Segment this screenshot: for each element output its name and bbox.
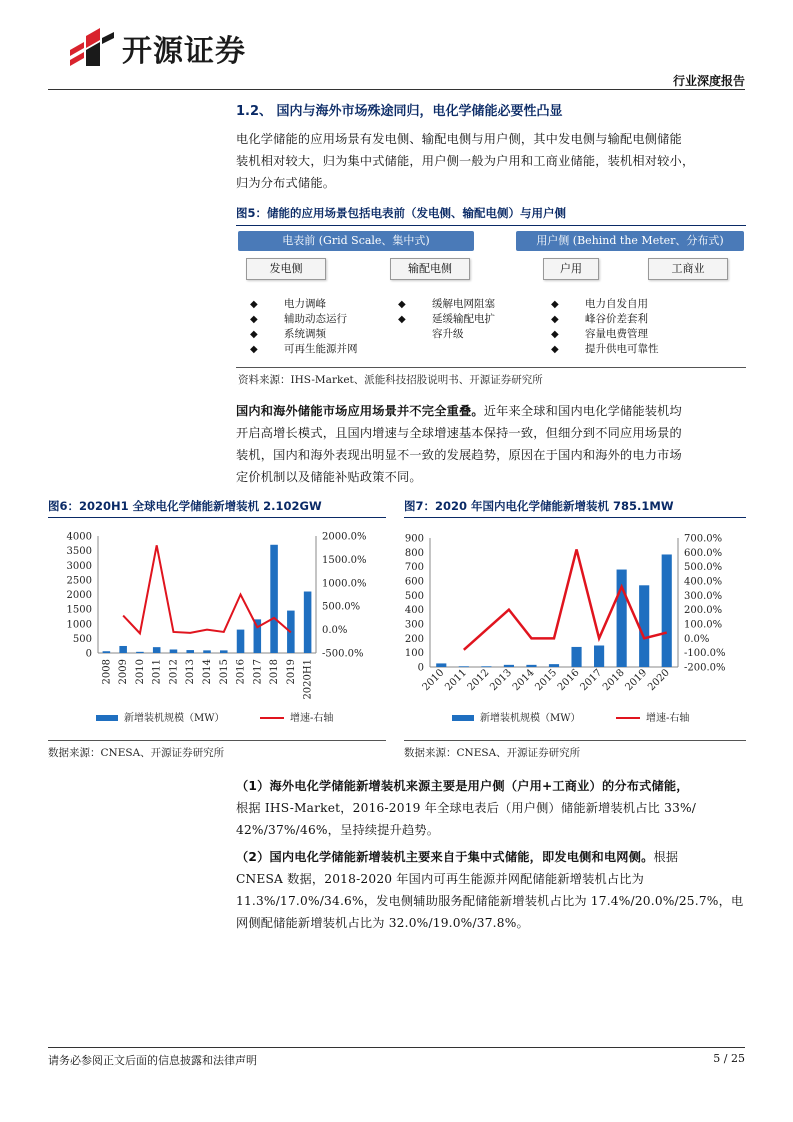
y-right-tick-label: 0.0%	[684, 633, 710, 645]
bar	[119, 646, 127, 653]
x-tick-label: 2012	[168, 659, 180, 685]
x-tick-label: 2018	[269, 659, 281, 685]
y-right-tick-label: 500.0%	[322, 601, 361, 613]
bar	[203, 650, 211, 653]
fig5-rule	[236, 225, 746, 226]
bullet-icon: ◆	[250, 329, 258, 340]
x-tick-label: 2016	[235, 659, 247, 685]
bullet-icon: ◆	[250, 299, 258, 310]
y-left-tick-label: 2500	[66, 575, 92, 587]
y-left-tick-label: 2000	[66, 590, 92, 601]
x-tick-label: 2015	[533, 667, 560, 694]
x-tick-label: 2020	[646, 667, 672, 694]
bar	[270, 545, 278, 653]
y-right-tick-label: 200.0%	[684, 605, 723, 617]
legend-line-label: 增速-右轴	[646, 713, 690, 724]
bullet-icon: ◆	[250, 344, 258, 355]
y-left-tick-label: 500	[72, 633, 92, 645]
y-left-tick-label: 300	[404, 619, 424, 631]
box-commercial: 工商业	[648, 258, 728, 280]
front-meter-label: 电表前 (Grid Scale、集中式)	[238, 231, 474, 251]
section-title: 1.2、 国内与海外市场殊途同归，电化学储能必要性凸显	[236, 104, 563, 119]
x-tick-label: 2015	[218, 659, 230, 685]
box-transmission: 输配电侧	[390, 258, 470, 280]
x-tick-label: 2011	[151, 659, 163, 685]
x-tick-label: 2016	[555, 667, 582, 694]
bullet-icon: ◆	[551, 299, 559, 310]
user-side-uses: ◆ 电力自发自用 ◆ 峰谷价差套利 ◆ 容量电费管理 ◆ 提升供电可靠性	[551, 298, 659, 355]
box-generation: 发电侧	[246, 258, 326, 280]
market-paragraph: 国内和海外储能市场应用场景并不完全重叠。近年来全球和国内电化学储能装机均 开启高增长模式，且国内增速与全球增速基本保持一致，但细分到不同应用场景的 装机，国内和海外表现出明显不一致的发展趋势，原因在于国内和海外的电力市场 定价机制以及储能补贴政策不同。	[236, 404, 682, 484]
bar	[549, 664, 559, 667]
bar	[186, 650, 194, 653]
fig6-rule	[48, 517, 386, 518]
intro-paragraph: 电化学储能的应用场景有发电侧、输配电侧与用户侧，其中发电侧与输配电侧储能 装机相对较大，归为集中式储能，用户侧一般为户用和工商业储能，装机相对较小， 归为分布式储能。	[236, 132, 695, 190]
bar	[254, 619, 262, 653]
legend-bar-label: 新增装机规模（MW）	[480, 713, 581, 724]
x-tick-label: 2013	[185, 659, 197, 685]
bar	[639, 585, 649, 667]
y-right-tick-label: 500.0%	[684, 562, 723, 574]
x-tick-label: 2012	[465, 667, 492, 694]
header-divider	[48, 89, 745, 90]
y-right-tick-label: -200.0%	[684, 662, 726, 674]
generation-uses: ◆ 电力调峰 ◆ 辅助动态运行 ◆ 系统调频 ◆ 可再生能源并网	[250, 298, 358, 355]
fig5-source: 资料来源：IHS-Market、派能科技招股说明书、开源证券研究所	[238, 374, 543, 386]
x-tick-label: 2013	[488, 667, 515, 694]
y-left-tick-label: 0	[417, 662, 424, 674]
x-tick-label: 2020H1	[302, 659, 314, 700]
growth-line	[464, 549, 667, 649]
x-tick-label: 2014	[202, 659, 213, 685]
y-right-tick-label: 1500.0%	[322, 554, 367, 566]
y-right-tick-label: 0.0%	[322, 625, 348, 637]
fig6-bottom-rule	[48, 740, 386, 741]
y-right-tick-label: 100.0%	[684, 619, 723, 631]
fig7-chart	[404, 522, 746, 734]
y-left-tick-label: 800	[404, 547, 424, 559]
x-tick-label: 2018	[600, 667, 627, 694]
fig6-chart	[48, 522, 386, 734]
y-right-tick-label: 700.0%	[684, 533, 723, 545]
bar	[136, 652, 144, 653]
y-left-tick-label: 600	[404, 576, 424, 588]
fig7-title: 图7：2020 年国内电化学储能新增装机 785.1MW	[404, 499, 674, 513]
growth-line	[123, 545, 291, 633]
y-left-tick-label: 700	[404, 562, 424, 574]
x-tick-label: 2010	[420, 667, 447, 694]
y-right-tick-label: 2000.0%	[322, 531, 367, 543]
bar	[571, 647, 581, 667]
y-left-tick-label: 4000	[66, 531, 92, 543]
bullet-icon: ◆	[551, 344, 559, 355]
x-tick-label: 2010	[134, 659, 146, 685]
legend-line-label: 增速-右轴	[290, 713, 334, 724]
legend-bar-swatch	[452, 715, 474, 721]
y-left-tick-label: 500	[404, 590, 424, 602]
fig5-title: 图5：储能的应用场景包括电表前（发电侧、输配电侧）与用户侧	[236, 206, 566, 220]
y-left-tick-label: 400	[404, 605, 424, 617]
fig7-bottom-rule	[404, 740, 746, 741]
logo-mark-icon	[66, 28, 116, 68]
bar	[170, 649, 178, 653]
x-tick-label: 2019	[623, 667, 650, 694]
x-tick-label: 2019	[285, 659, 297, 685]
bar	[237, 630, 245, 653]
fig6-source: 数据来源：CNESA、开源证券研究所	[48, 747, 225, 759]
y-right-tick-label: -100.0%	[684, 648, 726, 660]
transmission-uses: ◆ 缓解电网阻塞 ◆ 延缓输配电扩 容升级	[398, 298, 495, 340]
y-left-tick-label: 900	[404, 533, 424, 545]
y-right-tick-label: 400.0%	[684, 576, 723, 588]
bar	[662, 554, 672, 667]
footer-divider	[48, 1047, 745, 1048]
fig7-source: 数据来源：CNESA、开源证券研究所	[404, 747, 581, 759]
y-right-tick-label: 600.0%	[684, 547, 723, 559]
footer-disclaimer: 请务必参阅正文后面的信息披露和法律声明	[48, 1054, 257, 1067]
bar	[103, 651, 111, 653]
y-left-tick-label: 100	[404, 648, 424, 660]
fig7-rule	[404, 517, 746, 518]
company-logo	[66, 26, 246, 70]
overseas-paragraph: （1）海外电化学储能新增装机来源主要是用户侧（户用+工商业）的分布式储能， 根据 IHS-Market，2016-2019 年全球电表后（用户侧）储能新增装机占比 33%/ 42%/37%/46%，呈持续提升趋势。	[236, 779, 697, 837]
bar	[153, 647, 161, 653]
page-number: 5 / 25	[713, 1052, 745, 1065]
y-right-tick-label: -500.0%	[322, 648, 364, 660]
bullet-icon: ◆	[551, 314, 559, 325]
logo-text: 开源证券	[122, 34, 246, 69]
behind-meter-label: 用户侧 (Behind the Meter、分布式)	[516, 231, 744, 251]
fig6-title: 图6：2020H1 全球电化学储能新增装机 2.102GW	[48, 499, 322, 513]
y-right-tick-label: 300.0%	[684, 590, 723, 602]
bar	[220, 650, 228, 653]
domestic-paragraph: （2）国内电化学储能新增装机主要来自于集中式储能，即发电侧和电网侧。根据 CNESA 数据，2018-2020 年国内可再生能源并网配储能新增装机占比为 11.3%/17.0%/34.6%，发电侧辅助服务配储能新增装机占比为 17.4%/20.0%/25.7%，电 网侧配储能新增装机占比为 32.0%/19.0%/37.8%。	[236, 850, 744, 930]
bar	[504, 665, 514, 667]
x-tick-label: 2008	[101, 659, 113, 685]
box-household: 户用	[543, 258, 599, 280]
bar	[304, 592, 312, 653]
report-type: 行业深度报告	[672, 74, 745, 88]
fig5-bottom-rule	[236, 367, 746, 368]
legend-bar-label: 新增装机规模（MW）	[124, 713, 225, 724]
x-tick-label: 2014	[510, 667, 537, 694]
bullet-icon: ◆	[398, 299, 406, 310]
y-left-tick-label: 1500	[66, 604, 92, 616]
y-left-tick-label: 1000	[66, 619, 92, 631]
x-tick-label: 2011	[443, 667, 469, 694]
bullet-icon: ◆	[250, 314, 258, 325]
x-tick-label: 2017	[252, 659, 264, 685]
y-left-tick-label: 200	[404, 633, 424, 645]
bullet-icon: ◆	[398, 314, 406, 325]
x-tick-label: 2009	[118, 659, 130, 685]
y-left-tick-label: 0	[85, 648, 92, 660]
bar	[526, 665, 536, 667]
y-right-tick-label: 1000.0%	[322, 578, 367, 590]
bullet-icon: ◆	[551, 329, 559, 340]
legend-bar-swatch	[96, 715, 118, 721]
bar	[436, 663, 446, 667]
bar	[594, 646, 604, 668]
y-left-tick-label: 3500	[66, 546, 92, 558]
x-tick-label: 2017	[578, 667, 605, 694]
y-left-tick-label: 3000	[66, 560, 92, 572]
